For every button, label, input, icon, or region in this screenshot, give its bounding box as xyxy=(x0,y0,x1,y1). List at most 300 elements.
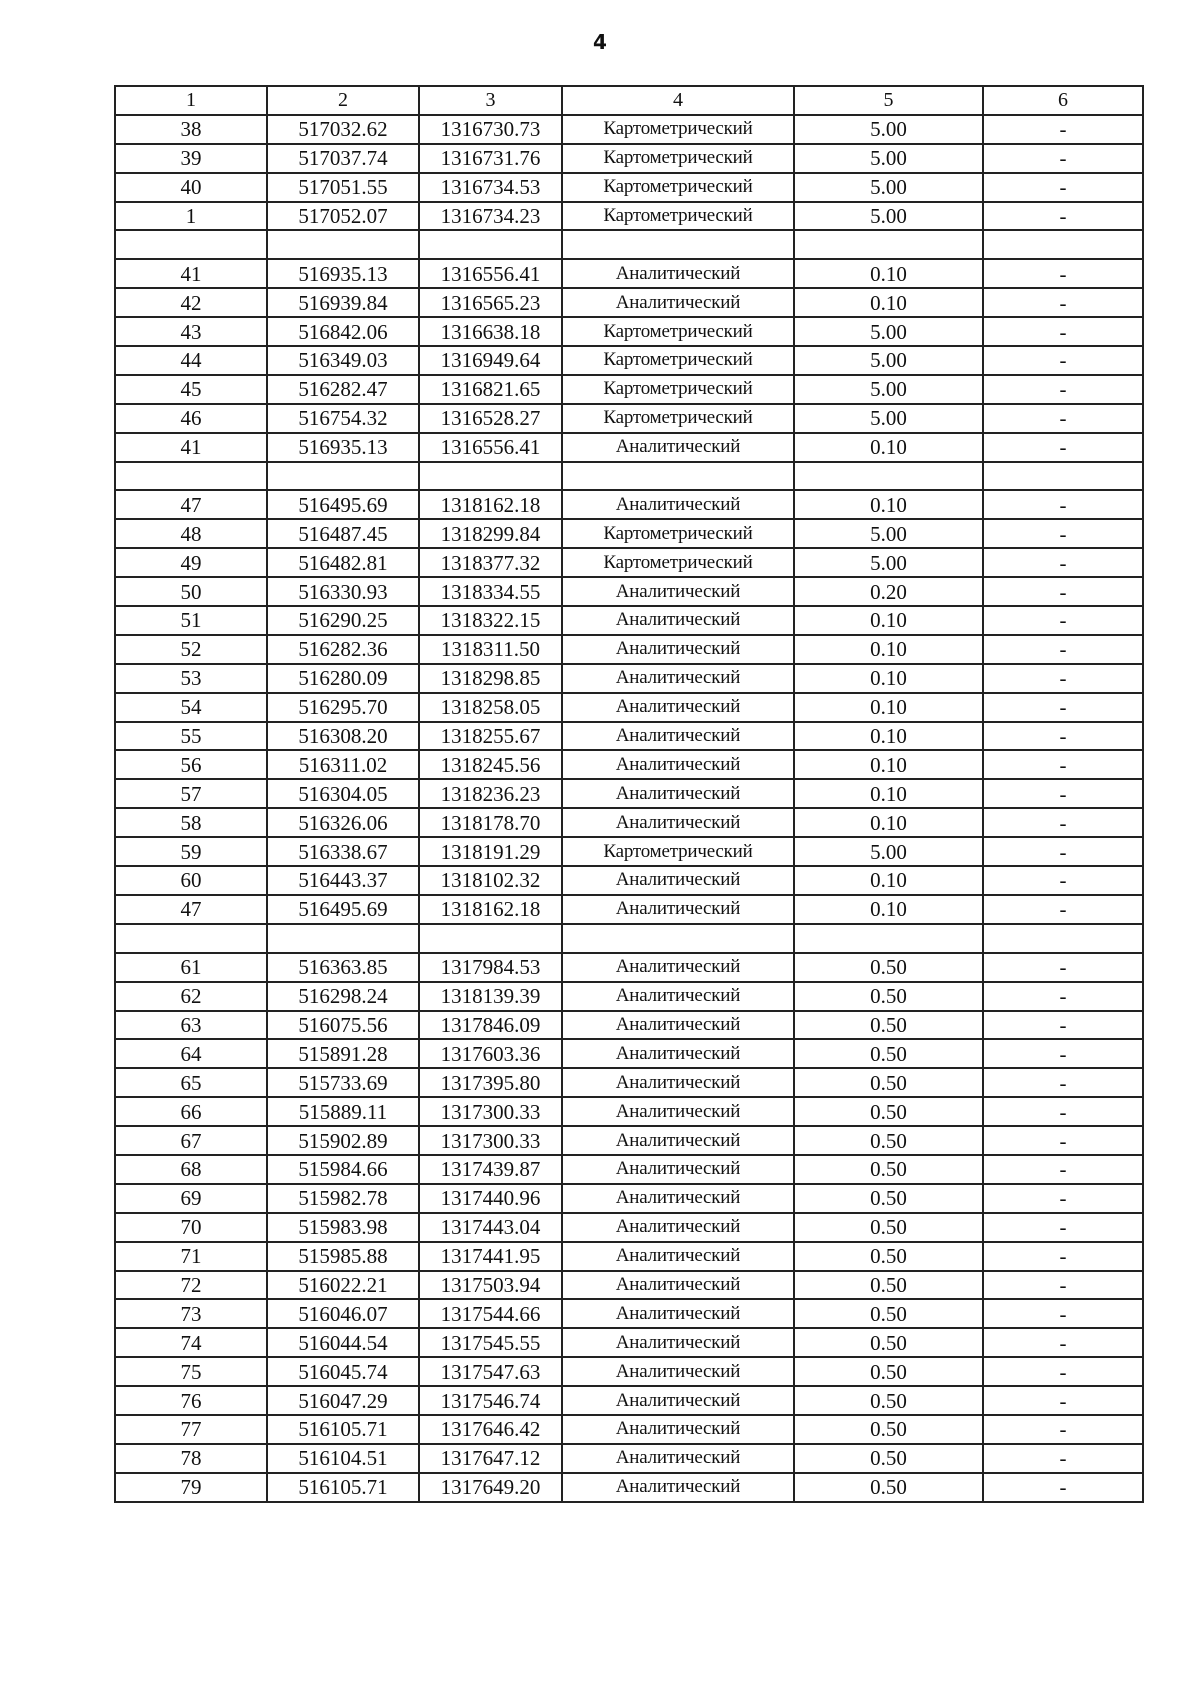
cell-point-number: 54 xyxy=(115,693,267,722)
cell-x: 517037.74 xyxy=(267,144,419,173)
cell-description: - xyxy=(983,1328,1143,1357)
cell-description: - xyxy=(983,288,1143,317)
cell-method: Картометрический xyxy=(562,202,794,231)
table-row xyxy=(115,1068,1143,1097)
cell-accuracy: 0.20 xyxy=(794,577,983,606)
cell-method: Аналитический xyxy=(562,1039,794,1068)
column-header-method: 4 xyxy=(562,86,794,115)
cell-point-number xyxy=(115,924,267,953)
table-row xyxy=(115,606,1143,635)
cell-method: Аналитический xyxy=(562,1271,794,1300)
cell-method: Аналитический xyxy=(562,635,794,664)
column-header-point-number: 1 xyxy=(115,86,267,115)
cell-y: 1317547.63 xyxy=(419,1357,562,1386)
cell-accuracy: 0.50 xyxy=(794,1271,983,1300)
cell-method xyxy=(562,230,794,259)
table-row xyxy=(115,519,1143,548)
cell-y: 1318311.50 xyxy=(419,635,562,664)
table-row xyxy=(115,1213,1143,1242)
cell-accuracy: 5.00 xyxy=(794,519,983,548)
cell-description: - xyxy=(983,693,1143,722)
cell-y xyxy=(419,230,562,259)
table-row xyxy=(115,866,1143,895)
table-row xyxy=(115,1155,1143,1184)
cell-method: Аналитический xyxy=(562,1357,794,1386)
cell-description: - xyxy=(983,346,1143,375)
cell-x: 516295.70 xyxy=(267,693,419,722)
cell-accuracy xyxy=(794,230,983,259)
cell-x: 516495.69 xyxy=(267,895,419,924)
table-row xyxy=(115,230,1143,259)
table-row xyxy=(115,490,1143,519)
cell-method: Аналитический xyxy=(562,664,794,693)
cell-method: Аналитический xyxy=(562,693,794,722)
cell-method: Аналитический xyxy=(562,1328,794,1357)
cell-y: 1318377.32 xyxy=(419,548,562,577)
cell-x: 516104.51 xyxy=(267,1444,419,1473)
cell-method: Картометрический xyxy=(562,115,794,144)
cell-method: Картометрический xyxy=(562,375,794,404)
cell-description: - xyxy=(983,779,1143,808)
cell-method: Аналитический xyxy=(562,953,794,982)
cell-y: 1317544.66 xyxy=(419,1299,562,1328)
cell-point-number: 63 xyxy=(115,1011,267,1040)
cell-point-number: 69 xyxy=(115,1184,267,1213)
cell-accuracy: 0.50 xyxy=(794,1473,983,1502)
cell-x: 515891.28 xyxy=(267,1039,419,1068)
cell-point-number: 71 xyxy=(115,1242,267,1271)
table-row xyxy=(115,1126,1143,1155)
cell-accuracy: 5.00 xyxy=(794,115,983,144)
cell-y: 1317439.87 xyxy=(419,1155,562,1184)
cell-point-number: 64 xyxy=(115,1039,267,1068)
cell-point-number xyxy=(115,462,267,491)
table-row xyxy=(115,346,1143,375)
cell-point-number: 53 xyxy=(115,664,267,693)
cell-method: Аналитический xyxy=(562,606,794,635)
cell-method: Картометрический xyxy=(562,173,794,202)
cell-y xyxy=(419,462,562,491)
cell-description: - xyxy=(983,433,1143,462)
cell-method: Картометрический xyxy=(562,519,794,548)
cell-accuracy: 0.50 xyxy=(794,1126,983,1155)
cell-y: 1317603.36 xyxy=(419,1039,562,1068)
cell-description: - xyxy=(983,144,1143,173)
table-row xyxy=(115,173,1143,202)
cell-x: 515983.98 xyxy=(267,1213,419,1242)
cell-accuracy: 0.50 xyxy=(794,1299,983,1328)
cell-x: 516330.93 xyxy=(267,577,419,606)
cell-accuracy: 0.50 xyxy=(794,1386,983,1415)
cell-accuracy xyxy=(794,924,983,953)
cell-y: 1318191.29 xyxy=(419,837,562,866)
cell-accuracy: 0.10 xyxy=(794,635,983,664)
cell-point-number: 76 xyxy=(115,1386,267,1415)
column-header-accuracy: 5 xyxy=(794,86,983,115)
cell-description: - xyxy=(983,1097,1143,1126)
cell-method: Аналитический xyxy=(562,750,794,779)
cell-point-number: 41 xyxy=(115,433,267,462)
cell-x: 515982.78 xyxy=(267,1184,419,1213)
cell-description: - xyxy=(983,1068,1143,1097)
cell-point-number: 40 xyxy=(115,173,267,202)
cell-y: 1318299.84 xyxy=(419,519,562,548)
cell-x xyxy=(267,230,419,259)
cell-x: 517032.62 xyxy=(267,115,419,144)
table-row xyxy=(115,548,1143,577)
cell-method: Картометрический xyxy=(562,404,794,433)
table-row xyxy=(115,462,1143,491)
table-row xyxy=(115,953,1143,982)
cell-y: 1318298.85 xyxy=(419,664,562,693)
cell-method: Аналитический xyxy=(562,982,794,1011)
cell-accuracy: 0.50 xyxy=(794,982,983,1011)
cell-description: - xyxy=(983,577,1143,606)
cell-accuracy: 5.00 xyxy=(794,144,983,173)
cell-y: 1317846.09 xyxy=(419,1011,562,1040)
cell-x: 516935.13 xyxy=(267,259,419,288)
cell-description: - xyxy=(983,750,1143,779)
cell-accuracy: 0.10 xyxy=(794,722,983,751)
table-row xyxy=(115,664,1143,693)
cell-description: - xyxy=(983,982,1143,1011)
cell-y: 1316821.65 xyxy=(419,375,562,404)
cell-accuracy: 5.00 xyxy=(794,173,983,202)
cell-point-number: 39 xyxy=(115,144,267,173)
cell-point-number: 47 xyxy=(115,895,267,924)
cell-point-number: 72 xyxy=(115,1271,267,1300)
cell-point-number: 61 xyxy=(115,953,267,982)
cell-point-number: 43 xyxy=(115,317,267,346)
cell-point-number: 75 xyxy=(115,1357,267,1386)
cell-accuracy: 5.00 xyxy=(794,837,983,866)
column-header-description: 6 xyxy=(983,86,1143,115)
cell-description: - xyxy=(983,1299,1143,1328)
table-row xyxy=(115,982,1143,1011)
cell-point-number: 78 xyxy=(115,1444,267,1473)
cell-method: Аналитический xyxy=(562,722,794,751)
cell-accuracy: 0.50 xyxy=(794,1242,983,1271)
cell-point-number: 77 xyxy=(115,1415,267,1444)
cell-point-number: 41 xyxy=(115,259,267,288)
cell-description: - xyxy=(983,1011,1143,1040)
cell-accuracy: 0.50 xyxy=(794,1011,983,1040)
cell-y: 1317545.55 xyxy=(419,1328,562,1357)
table-row xyxy=(115,1386,1143,1415)
cell-y: 1316556.41 xyxy=(419,433,562,462)
cell-description: - xyxy=(983,519,1143,548)
cell-method: Картометрический xyxy=(562,346,794,375)
cell-x: 516304.05 xyxy=(267,779,419,808)
table-header-row xyxy=(115,86,1143,115)
cell-x: 516349.03 xyxy=(267,346,419,375)
cell-x: 516326.06 xyxy=(267,808,419,837)
cell-accuracy: 0.10 xyxy=(794,664,983,693)
cell-y: 1317503.94 xyxy=(419,1271,562,1300)
cell-description: - xyxy=(983,317,1143,346)
cell-description: - xyxy=(983,808,1143,837)
cell-description: - xyxy=(983,1473,1143,1502)
cell-description: - xyxy=(983,202,1143,231)
cell-description: - xyxy=(983,173,1143,202)
cell-description: - xyxy=(983,895,1143,924)
cell-point-number: 74 xyxy=(115,1328,267,1357)
cell-description: - xyxy=(983,837,1143,866)
column-header-y: 3 xyxy=(419,86,562,115)
cell-y: 1318178.70 xyxy=(419,808,562,837)
cell-y: 1317300.33 xyxy=(419,1097,562,1126)
cell-y: 1318162.18 xyxy=(419,895,562,924)
cell-accuracy: 0.50 xyxy=(794,1039,983,1068)
cell-y: 1317441.95 xyxy=(419,1242,562,1271)
cell-y: 1317649.20 xyxy=(419,1473,562,1502)
cell-accuracy: 0.10 xyxy=(794,606,983,635)
cell-y: 1318236.23 xyxy=(419,779,562,808)
table-row xyxy=(115,1242,1143,1271)
cell-y: 1317546.74 xyxy=(419,1386,562,1415)
cell-method: Аналитический xyxy=(562,1155,794,1184)
cell-method xyxy=(562,924,794,953)
cell-x: 516280.09 xyxy=(267,664,419,693)
cell-y: 1316949.64 xyxy=(419,346,562,375)
table-row xyxy=(115,1299,1143,1328)
cell-point-number: 46 xyxy=(115,404,267,433)
cell-point-number: 67 xyxy=(115,1126,267,1155)
cell-x: 516022.21 xyxy=(267,1271,419,1300)
table-row xyxy=(115,895,1143,924)
table-row xyxy=(115,1357,1143,1386)
cell-point-number: 51 xyxy=(115,606,267,635)
cell-accuracy: 0.50 xyxy=(794,1415,983,1444)
cell-point-number: 57 xyxy=(115,779,267,808)
cell-point-number: 42 xyxy=(115,288,267,317)
table-row xyxy=(115,1097,1143,1126)
cell-x: 516046.07 xyxy=(267,1299,419,1328)
cell-method: Картометрический xyxy=(562,837,794,866)
cell-method: Аналитический xyxy=(562,895,794,924)
cell-accuracy: 0.50 xyxy=(794,1155,983,1184)
cell-description: - xyxy=(983,1184,1143,1213)
cell-y: 1316556.41 xyxy=(419,259,562,288)
table-row xyxy=(115,577,1143,606)
table-row xyxy=(115,1444,1143,1473)
cell-x: 516487.45 xyxy=(267,519,419,548)
cell-x: 516075.56 xyxy=(267,1011,419,1040)
cell-y: 1318139.39 xyxy=(419,982,562,1011)
cell-method: Аналитический xyxy=(562,779,794,808)
cell-point-number: 79 xyxy=(115,1473,267,1502)
cell-description: - xyxy=(983,635,1143,664)
table-row xyxy=(115,635,1143,664)
table-row xyxy=(115,722,1143,751)
cell-method: Картометрический xyxy=(562,317,794,346)
cell-point-number: 59 xyxy=(115,837,267,866)
cell-accuracy: 0.10 xyxy=(794,433,983,462)
cell-point-number: 47 xyxy=(115,490,267,519)
cell-x: 517052.07 xyxy=(267,202,419,231)
cell-y: 1317443.04 xyxy=(419,1213,562,1242)
cell-point-number: 60 xyxy=(115,866,267,895)
cell-accuracy: 0.50 xyxy=(794,1357,983,1386)
cell-x: 515902.89 xyxy=(267,1126,419,1155)
cell-description: - xyxy=(983,664,1143,693)
cell-method: Аналитический xyxy=(562,1299,794,1328)
cell-description: - xyxy=(983,866,1143,895)
cell-method: Аналитический xyxy=(562,1213,794,1242)
cell-point-number: 68 xyxy=(115,1155,267,1184)
table-row xyxy=(115,1039,1143,1068)
cell-description: - xyxy=(983,404,1143,433)
cell-x: 516363.85 xyxy=(267,953,419,982)
cell-method: Аналитический xyxy=(562,490,794,519)
cell-accuracy: 0.10 xyxy=(794,866,983,895)
table-row xyxy=(115,1271,1143,1300)
table-row xyxy=(115,1328,1143,1357)
cell-description: - xyxy=(983,259,1143,288)
cell-accuracy: 5.00 xyxy=(794,317,983,346)
cell-x: 516754.32 xyxy=(267,404,419,433)
cell-accuracy: 0.50 xyxy=(794,1184,983,1213)
cell-point-number: 52 xyxy=(115,635,267,664)
cell-y: 1316565.23 xyxy=(419,288,562,317)
table-row xyxy=(115,1415,1143,1444)
cell-description: - xyxy=(983,1155,1143,1184)
cell-description: - xyxy=(983,1213,1143,1242)
cell-point-number: 45 xyxy=(115,375,267,404)
cell-method: Аналитический xyxy=(562,1444,794,1473)
cell-method: Аналитический xyxy=(562,1386,794,1415)
table-row xyxy=(115,837,1143,866)
cell-x: 516495.69 xyxy=(267,490,419,519)
cell-y: 1318245.56 xyxy=(419,750,562,779)
table-row xyxy=(115,202,1143,231)
cell-x: 516105.71 xyxy=(267,1473,419,1502)
cell-x: 515984.66 xyxy=(267,1155,419,1184)
cell-point-number: 58 xyxy=(115,808,267,837)
cell-method: Аналитический xyxy=(562,577,794,606)
cell-method xyxy=(562,462,794,491)
cell-description: - xyxy=(983,1271,1143,1300)
page-number: 4 xyxy=(593,30,607,54)
cell-x xyxy=(267,462,419,491)
cell-y: 1318258.05 xyxy=(419,693,562,722)
cell-description: - xyxy=(983,1242,1143,1271)
table-row xyxy=(115,144,1143,173)
cell-y xyxy=(419,924,562,953)
cell-method: Картометрический xyxy=(562,144,794,173)
cell-accuracy: 0.50 xyxy=(794,1444,983,1473)
table-row xyxy=(115,1184,1143,1213)
cell-x: 516290.25 xyxy=(267,606,419,635)
cell-y: 1316638.18 xyxy=(419,317,562,346)
cell-point-number: 49 xyxy=(115,548,267,577)
table-body xyxy=(115,115,1143,1502)
table-row xyxy=(115,924,1143,953)
cell-description: - xyxy=(983,953,1143,982)
cell-y: 1317646.42 xyxy=(419,1415,562,1444)
cell-y: 1316730.73 xyxy=(419,115,562,144)
cell-method: Аналитический xyxy=(562,1415,794,1444)
table-row xyxy=(115,317,1143,346)
cell-accuracy: 5.00 xyxy=(794,548,983,577)
table-row xyxy=(115,404,1143,433)
table-row xyxy=(115,779,1143,808)
table-row xyxy=(115,288,1143,317)
cell-description: - xyxy=(983,375,1143,404)
cell-x: 516282.47 xyxy=(267,375,419,404)
cell-method: Аналитический xyxy=(562,259,794,288)
cell-description: - xyxy=(983,1415,1143,1444)
cell-accuracy: 0.10 xyxy=(794,490,983,519)
cell-y: 1318255.67 xyxy=(419,722,562,751)
cell-x: 516338.67 xyxy=(267,837,419,866)
cell-point-number: 66 xyxy=(115,1097,267,1126)
cell-point-number: 48 xyxy=(115,519,267,548)
cell-accuracy: 0.10 xyxy=(794,779,983,808)
cell-method: Аналитический xyxy=(562,1068,794,1097)
cell-accuracy xyxy=(794,462,983,491)
table-row xyxy=(115,1011,1143,1040)
cell-x: 516935.13 xyxy=(267,433,419,462)
table-row xyxy=(115,808,1143,837)
cell-accuracy: 0.10 xyxy=(794,750,983,779)
cell-y: 1317440.96 xyxy=(419,1184,562,1213)
table-row xyxy=(115,115,1143,144)
cell-method: Аналитический xyxy=(562,1097,794,1126)
cell-description: - xyxy=(983,1039,1143,1068)
cell-point-number: 38 xyxy=(115,115,267,144)
cell-point-number: 62 xyxy=(115,982,267,1011)
cell-accuracy: 0.10 xyxy=(794,808,983,837)
cell-y: 1316734.53 xyxy=(419,173,562,202)
cell-x xyxy=(267,924,419,953)
cell-method: Аналитический xyxy=(562,1126,794,1155)
cell-point-number: 70 xyxy=(115,1213,267,1242)
cell-x: 516044.54 xyxy=(267,1328,419,1357)
cell-method: Аналитический xyxy=(562,866,794,895)
cell-y: 1318162.18 xyxy=(419,490,562,519)
cell-method: Аналитический xyxy=(562,808,794,837)
cell-description: - xyxy=(983,722,1143,751)
cell-accuracy: 0.10 xyxy=(794,259,983,288)
cell-accuracy: 0.10 xyxy=(794,288,983,317)
cell-x: 516482.81 xyxy=(267,548,419,577)
cell-point-number xyxy=(115,230,267,259)
cell-accuracy: 0.10 xyxy=(794,895,983,924)
cell-y: 1317395.80 xyxy=(419,1068,562,1097)
cell-y: 1317984.53 xyxy=(419,953,562,982)
table-row xyxy=(115,375,1143,404)
cell-description: - xyxy=(983,115,1143,144)
cell-x: 515985.88 xyxy=(267,1242,419,1271)
cell-y: 1317647.12 xyxy=(419,1444,562,1473)
cell-x: 515733.69 xyxy=(267,1068,419,1097)
cell-description: - xyxy=(983,548,1143,577)
column-header-x: 2 xyxy=(267,86,419,115)
cell-description: - xyxy=(983,1357,1143,1386)
cell-method: Аналитический xyxy=(562,1184,794,1213)
cell-accuracy: 5.00 xyxy=(794,202,983,231)
table-row xyxy=(115,693,1143,722)
cell-y: 1316734.23 xyxy=(419,202,562,231)
cell-description xyxy=(983,924,1143,953)
cell-y: 1318322.15 xyxy=(419,606,562,635)
cell-description: - xyxy=(983,1444,1143,1473)
cell-method: Аналитический xyxy=(562,433,794,462)
cell-method: Аналитический xyxy=(562,1242,794,1271)
cell-x: 515889.11 xyxy=(267,1097,419,1126)
cell-y: 1317300.33 xyxy=(419,1126,562,1155)
